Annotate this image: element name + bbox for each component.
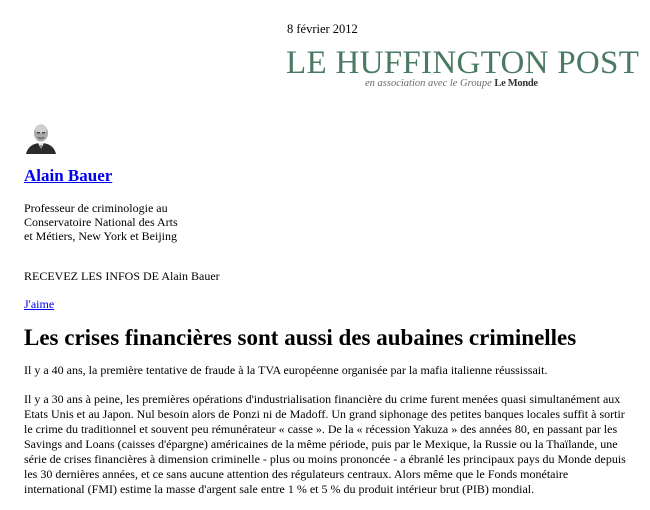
article-paragraph: Il y a 30 ans à peine, les premières opérations d'industrialisation financière du crime furent menées quasi simultanément aux Etats Unis et au Japon. Nul besoin alors de Ponzi ni de Madoff. Un grand siphonage des petites banques locales suffit à sortir le crime du traditionnel et souvent peu rémunérateur « casse ». De la « récession Yakuza » des années 80, en passant par les Savings and Loans (caisses d'épargne) américaines de la même période, puis par le Mexique, la Russie ou la Thaïlande, une série de crises financières à dimension criminelle - plus ou moins prononcée - a ébranlé les principaux pays du Monde depuis les 30 dernières années, et ce sans aucune attention des régulateurs centraux. Alors même que le Fonds monétaire international (FMI) estime la masse d'argent sale entre 1 % et 5 % du produit intérieur brut (PIB) mondial. — [24, 392, 626, 496]
author-portrait-icon — [24, 120, 58, 154]
publication-date: 8 février 2012 — [287, 22, 358, 36]
article-paragraph: Il y a 40 ans, la première tentative de fraude à la TVA européenne organisée par la mafia italienne réussissait. — [24, 363, 548, 377]
tagline-prefix: en association avec le Groupe — [365, 78, 495, 89]
article-title: Les crises financières sont aussi des aubaines criminelles — [24, 325, 577, 350]
author-bio: Professeur de criminologie au Conservatoire National des Arts et Métiers, New York et Beijing — [24, 201, 178, 243]
masthead-tagline — [365, 78, 538, 89]
tagline-brand: Le Monde — [494, 78, 538, 89]
author-name-link[interactable]: Alain Bauer — [24, 166, 113, 185]
like-link[interactable]: J'aime — [24, 297, 55, 311]
author-portrait-svg — [24, 120, 58, 154]
masthead-logo: LE HUFFINGTON POST — [286, 45, 640, 81]
subscribe-author-text[interactable]: RECEVEZ LES INFOS DE Alain Bauer — [24, 269, 220, 283]
